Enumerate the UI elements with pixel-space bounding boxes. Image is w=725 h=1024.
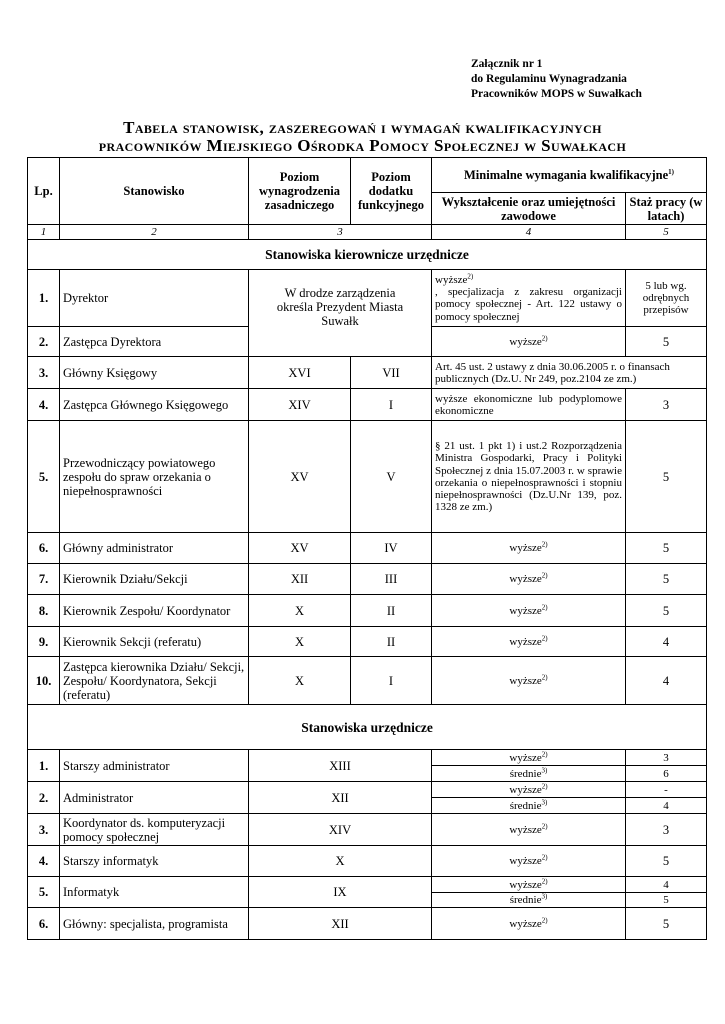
- table-row: [28, 357, 707, 389]
- row-lp: 1.: [28, 270, 60, 327]
- row-education: wyższe$^{2)}$: [432, 627, 626, 657]
- table-row: [28, 782, 707, 814]
- row-lp: 6.: [28, 908, 60, 940]
- row-allowance: I: [351, 389, 432, 421]
- annex-line-1: Załącznik nr 1: [471, 58, 543, 70]
- row-lp: 2.: [28, 782, 60, 814]
- section-header-row: [28, 240, 707, 270]
- row-base-pay: XII: [249, 564, 351, 595]
- row-experience-split: - 4: [626, 782, 707, 814]
- row-education-full: Art. 45 ust. 2 ustawy z dnia 30.06.2005 r. o finansach publicznych (Dz.U. Nr 249, poz.2104 ze zm.): [432, 357, 707, 389]
- table-row: [28, 627, 707, 657]
- row-base-pay: XIV: [249, 814, 432, 846]
- col-number: 1: [28, 225, 60, 240]
- row-pay-merged: W drodze zarządzenia określa Prezydent Miasta Suwałk: [249, 270, 432, 357]
- table-row: [28, 846, 707, 877]
- table-row: [28, 908, 707, 940]
- table-row: [28, 564, 707, 595]
- row-experience: 5: [626, 533, 707, 564]
- table-row: [28, 750, 707, 782]
- table-row: [28, 270, 707, 327]
- row-position: Przewodniczący powiatowego zespołu do spraw orzekania o niepełnosprawności: [60, 421, 249, 533]
- annex-line-3: Pracowników MOPS w Suwałkach: [471, 88, 642, 100]
- row-base-pay: IX: [249, 877, 432, 908]
- row-position: Starszy administrator: [60, 750, 249, 782]
- section-title-clerical: Stanowiska urzędnicze: [28, 705, 707, 750]
- row-base-pay: X: [249, 846, 432, 877]
- table-row: [28, 877, 707, 908]
- row-education: § 21 ust. 1 pkt 1) i ust.2 Rozporządzenia Ministra Gospodarki, Pracy i Polityki Społecznej z dnia 15.07.2003 r. w sprawie orzekania o niepełnosprawności i stopniu niepełnosprawności (Dz.U.Nr 139, poz. 1328 ze zm.): [432, 421, 626, 533]
- row-experience: 5: [626, 564, 707, 595]
- row-allowance: I: [351, 657, 432, 705]
- row-lp: 9.: [28, 627, 60, 657]
- row-position: Główny: specjalista, programista: [60, 908, 249, 940]
- row-position: Zastępca Głównego Księgowego: [60, 389, 249, 421]
- row-experience: 5: [626, 327, 707, 357]
- row-position: Informatyk: [60, 877, 249, 908]
- row-base-pay: XII: [249, 908, 432, 940]
- row-base-pay: XVI: [249, 357, 351, 389]
- row-experience: 3: [626, 389, 707, 421]
- row-experience: 5: [626, 595, 707, 627]
- row-base-pay: X: [249, 595, 351, 627]
- row-education: wyższe$^{2)}$: [432, 908, 626, 940]
- annex-note: [471, 57, 642, 102]
- row-education-split: wyższe$^{2)}$ średnie$^{3)}$: [432, 782, 626, 814]
- document-title-line-2: pracowników Miejskiego Ośrodka Pomocy Społecznej w Suwałkach: [98, 136, 627, 155]
- row-experience-split: 4 5: [626, 877, 707, 908]
- col-number: 3: [249, 225, 432, 240]
- row-lp: 3.: [28, 357, 60, 389]
- row-education: wyższe$^{2)}$: [432, 814, 626, 846]
- row-lp: 6.: [28, 533, 60, 564]
- row-allowance: II: [351, 595, 432, 627]
- row-education: wyższe$^{2)}$ , specjalizacja z zakresu organizacji pomocy społecznej - Art. 122 ustawy o pomocy społecznej: [432, 270, 626, 327]
- row-base-pay: XIII: [249, 750, 432, 782]
- row-position: Zastępca Dyrektora: [60, 327, 249, 357]
- table-row: [28, 533, 707, 564]
- col-header-allowance: Poziom dodatku funkcyjnego: [351, 158, 432, 225]
- row-lp: 5.: [28, 877, 60, 908]
- row-experience: 5 lub wg. odrębnych przepisów: [626, 270, 707, 327]
- row-lp: 1.: [28, 750, 60, 782]
- document-title-line-1: Tabela stanowisk, zaszeregowań i wymagań kwalifikacyjnych: [123, 118, 602, 137]
- row-experience-split: 3 6: [626, 750, 707, 782]
- row-education: wyższe$^{2)}$: [432, 657, 626, 705]
- table-row: [28, 595, 707, 627]
- row-allowance: V: [351, 421, 432, 533]
- col-header-base-pay: Poziom wynagrodzenia zasadniczego: [249, 158, 351, 225]
- row-lp: 3.: [28, 814, 60, 846]
- row-base-pay: XII: [249, 782, 432, 814]
- table-row: [28, 814, 707, 846]
- row-position: Główny administrator: [60, 533, 249, 564]
- row-position: Kierownik Zespołu/ Koordynator: [60, 595, 249, 627]
- col-number: 4: [432, 225, 626, 240]
- row-experience: 5: [626, 421, 707, 533]
- col-header-education: Wykształcenie oraz umiejętności zawodowe: [432, 193, 626, 225]
- row-lp: 8.: [28, 595, 60, 627]
- row-lp: 10.: [28, 657, 60, 705]
- row-lp: 4.: [28, 389, 60, 421]
- row-position: Starszy informatyk: [60, 846, 249, 877]
- col-header-min-requirements: Minimalne wymagania kwalifikacyjne$^{1)}$: [432, 158, 707, 193]
- section-title-managerial: Stanowiska kierownicze urzędnicze: [28, 240, 707, 270]
- section-header-row: [28, 705, 707, 750]
- row-education: wyższe$^{2)}$: [432, 327, 626, 357]
- row-position: Zastępca kierownika Działu/ Sekcji, Zespołu/ Koordynatora, Sekcji (referatu): [60, 657, 249, 705]
- row-base-pay: XIV: [249, 389, 351, 421]
- row-lp: 5.: [28, 421, 60, 533]
- row-lp: 4.: [28, 846, 60, 877]
- row-allowance: VII: [351, 357, 432, 389]
- row-education: wyższe ekonomiczne lub podyplomowe ekonomiczne: [432, 389, 626, 421]
- row-base-pay: X: [249, 657, 351, 705]
- row-position: Koordynator ds. komputeryzacji pomocy społecznej: [60, 814, 249, 846]
- row-experience: 3: [626, 814, 707, 846]
- table-header-row: [28, 158, 707, 193]
- row-experience: 5: [626, 846, 707, 877]
- row-allowance: IV: [351, 533, 432, 564]
- row-position: Dyrektor: [60, 270, 249, 327]
- row-base-pay: X: [249, 627, 351, 657]
- row-experience: 4: [626, 657, 707, 705]
- column-number-row: [28, 225, 707, 240]
- row-lp: 2.: [28, 327, 60, 357]
- row-experience: 4: [626, 627, 707, 657]
- col-header-lp: Lp.: [28, 158, 60, 225]
- row-lp: 7.: [28, 564, 60, 595]
- row-base-pay: XV: [249, 421, 351, 533]
- row-education: wyższe$^{2)}$: [432, 846, 626, 877]
- row-experience: 5: [626, 908, 707, 940]
- row-base-pay: XV: [249, 533, 351, 564]
- table-row: [28, 421, 707, 533]
- annex-line-2: do Regulaminu Wynagradzania: [471, 73, 627, 85]
- positions-table: [27, 157, 707, 940]
- row-position: Kierownik Działu/Sekcji: [60, 564, 249, 595]
- row-position: Administrator: [60, 782, 249, 814]
- row-education: wyższe$^{2)}$: [432, 564, 626, 595]
- row-allowance: III: [351, 564, 432, 595]
- row-position: Główny Księgowy: [60, 357, 249, 389]
- row-education-split: wyższe$^{2)}$ średnie$^{3)}$: [432, 877, 626, 908]
- col-number: 2: [60, 225, 249, 240]
- table-row: [28, 389, 707, 421]
- row-position: Kierownik Sekcji (referatu): [60, 627, 249, 657]
- col-number: 5: [626, 225, 707, 240]
- col-header-position: Stanowisko: [60, 158, 249, 225]
- table-row: [28, 657, 707, 705]
- row-allowance: II: [351, 627, 432, 657]
- col-header-experience: Staż pracy (w latach): [626, 193, 707, 225]
- row-education: wyższe$^{2)}$: [432, 595, 626, 627]
- row-education-split: wyższe$^{2)}$ średnie$^{3)}$: [432, 750, 626, 782]
- row-education: wyższe$^{2)}$: [432, 533, 626, 564]
